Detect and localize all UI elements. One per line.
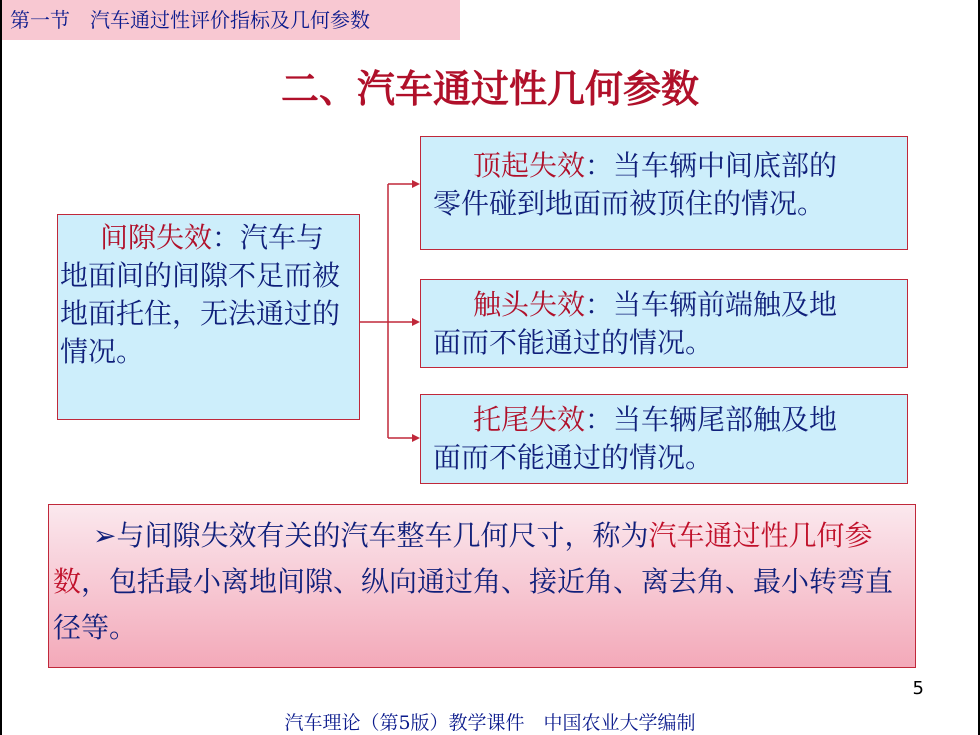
jack-up-failure-colon: ： xyxy=(585,149,614,182)
nose-in-failure-term: 触头失效 xyxy=(473,288,586,321)
page-number: 5 xyxy=(912,678,924,699)
jack-up-failure-text-line1: 当车辆中间底部的 xyxy=(613,149,838,182)
tail-drag-failure-colon: ： xyxy=(585,403,614,436)
tail-drag-failure-first-line xyxy=(433,401,897,439)
jack-up-failure-text-rest: 零件碰到地面而被顶住的情况。 xyxy=(433,187,826,220)
footer-credit: 汽车理论（第5版）教学课件 中国农业大学编制 xyxy=(284,712,696,734)
nose-in-failure-first-line xyxy=(433,286,897,324)
tail-drag-failure-text-rest: 面而不能通过的情况。 xyxy=(433,441,714,474)
arrowhead-bot xyxy=(412,434,420,442)
bullet-icon: ➢ xyxy=(93,519,117,552)
jack-up-failure-first-line xyxy=(433,147,897,185)
clearance-failure-text-line1: 汽车与 xyxy=(240,221,325,254)
summary-indent xyxy=(53,519,93,552)
nose-in-failure-box xyxy=(420,279,908,368)
page-title: 二、汽车通过性几何参数 xyxy=(280,67,699,111)
nose-in-failure-colon: ： xyxy=(585,288,614,321)
summary-highlight: 汽车通过性几何参数 xyxy=(53,519,873,598)
tail-drag-failure-term: 托尾失效 xyxy=(473,403,586,436)
summary-box xyxy=(48,504,916,668)
arrowhead-mid xyxy=(412,318,420,326)
summary-text-after: ，包括最小离地间隙、纵向通过角、接近角、离去角、最小转弯直径等。 xyxy=(53,565,894,644)
jack-up-failure-term: 顶起失效 xyxy=(473,149,586,182)
nose-in-failure-text-rest: 面而不能通过的情况。 xyxy=(433,326,714,359)
jack-up-failure-box xyxy=(420,136,908,250)
tail-drag-failure-text-line1: 当车辆尾部触及地 xyxy=(613,403,838,436)
clearance-failure-text-rest: 地面间的间隙不足而被地面托住，无法通过的情况。 xyxy=(60,259,341,368)
arrowhead-top xyxy=(412,180,420,188)
nose-in-failure-text-line1: 当车辆前端触及地 xyxy=(613,288,838,321)
clearance-failure-colon: ： xyxy=(212,221,241,254)
summary-text-before: 与间隙失效有关的汽车整车几何尺寸，称为 xyxy=(116,519,649,552)
clearance-failure-term: 间隙失效 xyxy=(100,221,213,254)
section-tag: 第一节 汽车通过性评价指标及几何参数 xyxy=(2,0,460,40)
tail-drag-failure-box xyxy=(420,394,908,484)
